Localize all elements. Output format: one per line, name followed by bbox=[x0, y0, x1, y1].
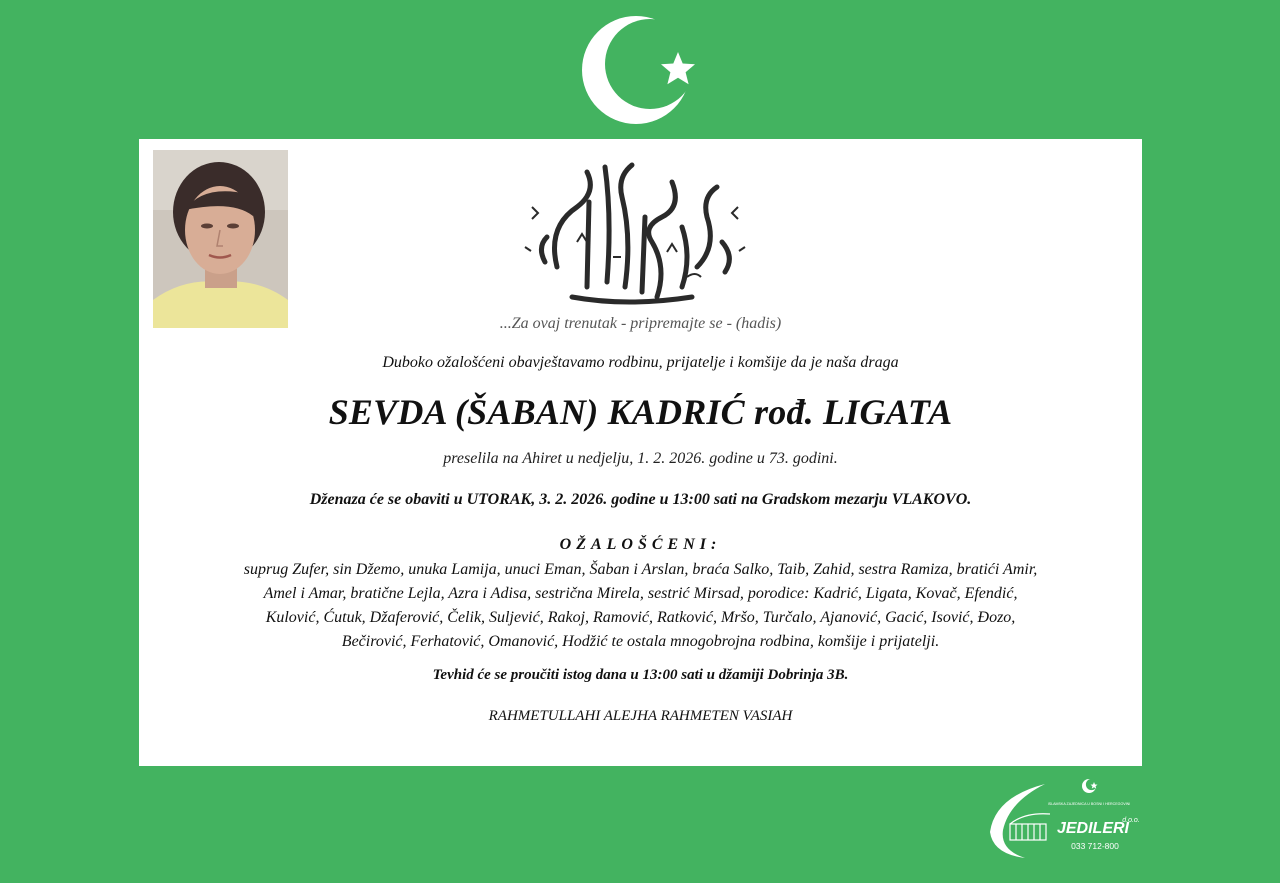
deceased-name: SEVDA (ŠABAN) KADRIĆ rođ. LIGATA bbox=[328, 392, 953, 432]
announcement-intro: Duboko ožalošćeni obavještavamo rodbinu, prijatelje i komšije da je naša draga bbox=[382, 354, 899, 371]
funeral-details: Dženaza će se obaviti u UTORAK, 3. 2. 2026. godine u 13:00 sati na Gradskom mezarju VLAKOVO. bbox=[309, 491, 972, 508]
mourners-line: suprug Zufer, sin Džemo, unuka Lamija, unuci Eman, Šaban i Arslan, braća Salko, Taib, Zahid, sestra Ramiza, bratići Amir, bbox=[243, 561, 1038, 578]
swoosh-icon bbox=[990, 784, 1045, 858]
mourners-line: Amel i Amar, bratične Lejla, Azra i Adisa, sestrična Mirela, sestrić Mirsad, porodice: Kadrić, Ligata, Kovač, Efendić, bbox=[263, 585, 1018, 602]
company-name: JEDILERI bbox=[1056, 820, 1130, 837]
mourners-line: Bečirović, Ferhatović, Omanović, Hodžić te ostala mnogobrojna rodbina, komšije i prijatelji. bbox=[341, 633, 940, 650]
tevhid-details: Tevhid će se proučiti istog dana u 13:00 sati u džamiji Dobrinja 3B. bbox=[432, 667, 849, 683]
closing-prayer: RAHMETULLAHI ALEJHA RAHMETEN VASIAH bbox=[488, 708, 793, 724]
hadith-quote: ...Za ovaj trenutak - pripremajte se - (hadis) bbox=[499, 315, 782, 332]
crescent-star-icon bbox=[580, 14, 700, 126]
passing-details: preselila na Ahiret u nedjelju, 1. 2. 2026. godine u 73. godini. bbox=[443, 450, 838, 467]
company-tagline: ISLAMSKA ZAJEDNICA U BOSNI I HERCEGOVINI bbox=[1047, 802, 1131, 806]
company-suffix: d.o.o. bbox=[1122, 817, 1140, 824]
company-phone: 033 712-800 bbox=[1071, 841, 1119, 851]
mourners-list bbox=[157, 558, 1124, 654]
obituary-card bbox=[139, 139, 1142, 766]
company-logo bbox=[985, 772, 1150, 862]
deceased-portrait bbox=[153, 150, 288, 328]
crescent-star-small-icon bbox=[1082, 779, 1098, 793]
mourners-heading: OŽALOŠĆENI: bbox=[559, 536, 722, 553]
portrait-photo bbox=[153, 150, 288, 328]
mourners-line: Kulović, Ćutuk, Džaferović, Čelik, Suljević, Rakoj, Ramović, Ratković, Mršo, Turčalo, Ajanović, Gacić, Isović, Đozo, bbox=[265, 609, 1016, 626]
arabic-calligraphy bbox=[517, 147, 753, 307]
